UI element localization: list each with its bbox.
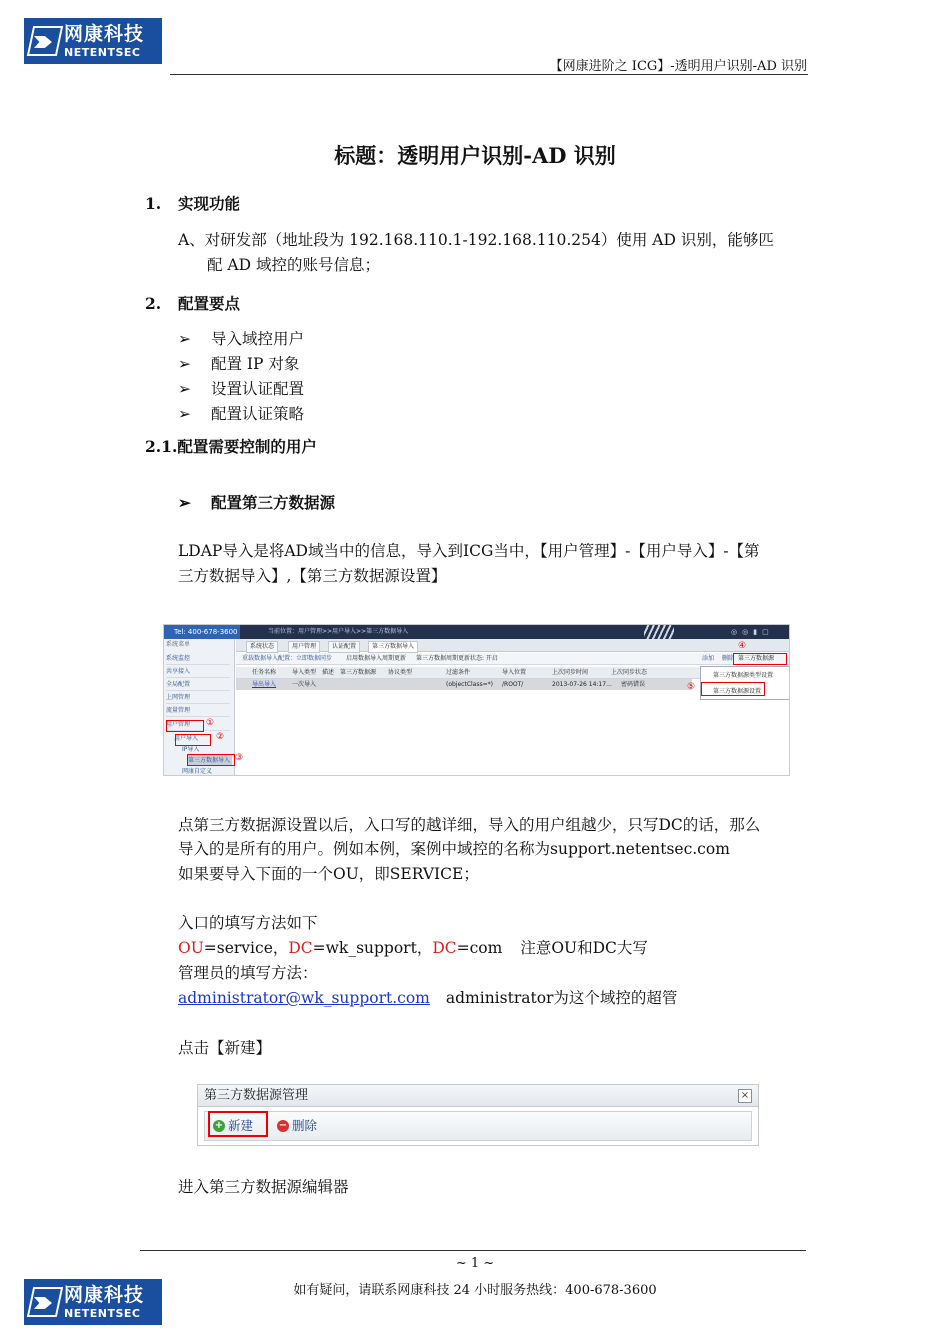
ss1-window-icons: ◎◎▮▢ xyxy=(731,628,774,636)
ss1-toolbar-status: 第三方数据周期更新状态: 开启 xyxy=(416,655,498,662)
ss1-cell: 2013-07-26 14:17... xyxy=(552,681,612,688)
entry-ou: OU xyxy=(178,939,204,957)
section2-number: 2. xyxy=(145,294,162,313)
section1-line2: 配 AD 域控的账号信息； xyxy=(207,256,380,274)
ss1-tab[interactable]: 系统状态 xyxy=(246,641,278,653)
bullet-item: 配置认证策略 xyxy=(211,405,305,423)
ss1-marker-5: ⑤ xyxy=(687,682,696,692)
running-title: 【网康进阶之 ICG】-透明用户识别-AD 识别 xyxy=(549,59,807,74)
admin-label: 管理员的填写方法： xyxy=(178,964,318,982)
para2-line1: 点第三方数据源设置以后，入口写的越详细，导入的用户组越少，只写DC的话，那么 xyxy=(178,816,761,834)
ss1-cell: 密码错误 xyxy=(621,681,646,688)
entry-note: 注意OU和DC大写 xyxy=(520,939,648,957)
para2-line3: 如果要导入下面的一个OU，即SERVICE； xyxy=(178,865,479,883)
ss1-cell: 一次导入 xyxy=(292,681,317,688)
ss2-toolbar xyxy=(204,1111,752,1141)
para2-line2: 导入的是所有的用户。例如本例，案例中域控的名称为support.netentsec.com xyxy=(178,840,730,858)
entry-ou-value: =service， xyxy=(203,939,289,957)
ss1-highlight-1 xyxy=(166,720,204,732)
ss1-marker-4: ④ xyxy=(738,641,747,651)
ss1-col: 导入类型 xyxy=(292,669,317,676)
ss1-sidebar-item[interactable]: 系统监控 xyxy=(166,653,230,665)
footer-logo xyxy=(24,1279,162,1325)
bullet-item: 配置 IP 对象 xyxy=(211,355,300,373)
ss2-new-label: 新建 xyxy=(228,1118,254,1133)
ss1-stripe xyxy=(644,625,674,639)
ss1-cell-name[interactable]: 导出导入 xyxy=(252,681,277,688)
ss1-col: 描述 xyxy=(322,669,335,676)
section1-number: 1. xyxy=(145,194,162,213)
ss1-sidebar-item[interactable]: 上网管理 xyxy=(166,692,230,704)
ss1-highlight-3 xyxy=(187,754,235,766)
bullet-arrow-icon: ➢ xyxy=(178,493,191,512)
ss1-marker-2: ② xyxy=(216,732,225,742)
bullet-arrow-icon: ➢ xyxy=(178,405,191,423)
ss1-highlight-2 xyxy=(175,734,211,746)
ss1-sidebar-item[interactable]: 共享接入 xyxy=(166,666,230,678)
ss1-tab-active[interactable]: 第三方数据导入 xyxy=(368,641,418,653)
ss2-window-title: 第三方数据源管理 xyxy=(198,1085,758,1107)
ss1-tree-item[interactable]: IP导入 xyxy=(182,746,200,753)
ss1-marker-1: ① xyxy=(206,718,215,728)
screenshot-import-page xyxy=(163,624,790,776)
ss1-location: 当前位置：用户管理>>用户导入>>第三方数据导入 xyxy=(268,628,409,635)
section1-title: 实现功能 xyxy=(178,194,241,213)
ss1-highlight-4 xyxy=(733,653,787,665)
ss1-table-row[interactable] xyxy=(236,679,692,690)
ss1-sidebar-item[interactable]: 流量管理 xyxy=(166,705,230,717)
remove-circle-icon: − xyxy=(278,1120,288,1131)
ss1-cell: (objectClass=*) xyxy=(446,681,493,688)
bullet-arrow-icon: ➢ xyxy=(178,355,191,373)
ss1-col: 任务名称 xyxy=(252,669,277,676)
bullet-item: 设置认证配置 xyxy=(211,380,305,398)
add-circle-icon: + xyxy=(214,1120,224,1131)
ss1-topbar xyxy=(164,625,789,639)
admin-line xyxy=(178,986,677,1011)
ss1-col: 上次同步状态 xyxy=(611,669,648,676)
bullet-item: 导入域控用户 xyxy=(211,330,305,348)
admin-note: administrator为这个域控的超管 xyxy=(445,989,678,1007)
ss1-col: 第三方数据源 xyxy=(340,669,377,676)
admin-link[interactable]: administrator@wk_support.com xyxy=(178,989,430,1007)
ss1-toolbar-text[interactable]: 重载数据导入配置：立即数据同步 xyxy=(242,655,333,662)
para1-line1: LDAP导入是将AD域当中的信息，导入到ICG当中，【用户管理】-【用户导入】-【第 xyxy=(178,542,760,560)
ss1-delete-button[interactable]: 删除 xyxy=(722,655,735,662)
logo-mark-icon xyxy=(30,26,60,56)
ss1-tabbar xyxy=(236,639,789,652)
logo-mark-icon xyxy=(30,1287,60,1317)
section2-title: 配置要点 xyxy=(178,294,241,313)
footer-hotline: 如有疑问，请联系网康科技 24 小时服务热线：400-678-3600 xyxy=(293,1283,657,1298)
ss2-delete-button[interactable] xyxy=(277,1117,317,1135)
para1-line2: 三方数据导入】,【第三方数据源设置】 xyxy=(178,567,447,585)
ss2-delete-label: 删除 xyxy=(292,1118,318,1133)
ss2-close-icon[interactable]: × xyxy=(738,1089,752,1103)
ss1-cell: /ROOT/ xyxy=(502,681,524,688)
ss1-tab[interactable]: 认证配置 xyxy=(328,641,360,653)
ss1-tab[interactable]: 用户管理 xyxy=(288,641,320,653)
footer-logo-en: NETENTSEC xyxy=(64,1306,141,1320)
ss2-highlight-new xyxy=(208,1111,268,1137)
ss1-tree-item[interactable]: 网康自定义 xyxy=(182,768,213,775)
ss1-col: 导入位置 xyxy=(502,669,527,676)
ss1-menu-item[interactable]: 第三方数据源设置 xyxy=(713,688,762,695)
sub-bullet-title: 配置第三方数据源 xyxy=(211,493,336,512)
footer-logo-cn: 网康科技 xyxy=(64,1283,145,1306)
ss1-tel: Tel: 400-678-3600 xyxy=(164,625,240,639)
ss1-menu-item[interactable]: 第三方数据源类型设置 xyxy=(713,672,774,679)
entry-dc2: DC xyxy=(432,939,457,957)
logo-en: NETENTSEC xyxy=(64,45,141,59)
footer-rule xyxy=(140,1250,806,1251)
header-logo xyxy=(24,18,162,64)
ss1-highlight-5 xyxy=(701,682,765,696)
doc-title: 标题：透明用户识别-AD 识别 xyxy=(334,143,616,168)
ss1-marker-3: ③ xyxy=(235,753,244,763)
entry-dc1-value: =wk_support， xyxy=(312,939,433,957)
ss1-sidebar-item[interactable]: 全局配置 xyxy=(166,679,230,691)
ss1-sidebar-title: 系统菜单 xyxy=(166,641,191,648)
ss1-tree-item[interactable]: 用户导入 xyxy=(174,735,199,742)
ss1-col: 协议类型 xyxy=(388,669,413,676)
section1-line1: A、对研发部（地址段为 192.168.110.1-192.168.110.254）使用 AD 识别，能够匹 xyxy=(178,231,774,249)
ss1-toolbar-check[interactable]: 启用数据导入周期更新 xyxy=(346,655,407,662)
para3-line1: 入口的填写方法如下 xyxy=(178,914,318,932)
screenshot-datasource-manager xyxy=(197,1084,759,1146)
page-number: ~ 1 ~ xyxy=(455,1256,495,1271)
ss1-toolbar xyxy=(236,653,789,665)
ss1-col: 过滤条件 xyxy=(446,669,471,676)
bullet-arrow-icon: ➢ xyxy=(178,330,191,348)
enter-editor-text: 进入第三方数据源编辑器 xyxy=(178,1178,349,1196)
header-rule xyxy=(170,74,808,75)
click-new-text: 点击【新建】 xyxy=(178,1039,272,1057)
entry-format-line xyxy=(178,936,648,961)
entry-dc2-value: =com xyxy=(456,939,503,957)
section21-title: 2.1.配置需要控制的用户 xyxy=(145,437,317,456)
bullet-arrow-icon: ➢ xyxy=(178,380,191,398)
entry-dc1: DC xyxy=(288,939,313,957)
ss1-col: 上次同步时间 xyxy=(552,669,589,676)
ss1-sidebar-item-users[interactable]: 用户管理 xyxy=(166,719,230,731)
ss1-datasource-button[interactable]: 第三方数据源 xyxy=(738,655,775,662)
logo-cn: 网康科技 xyxy=(64,22,145,45)
ss1-add-button[interactable]: 添加 xyxy=(702,655,715,662)
ss1-tree-item[interactable]: 第三方数据导入 xyxy=(188,757,231,764)
